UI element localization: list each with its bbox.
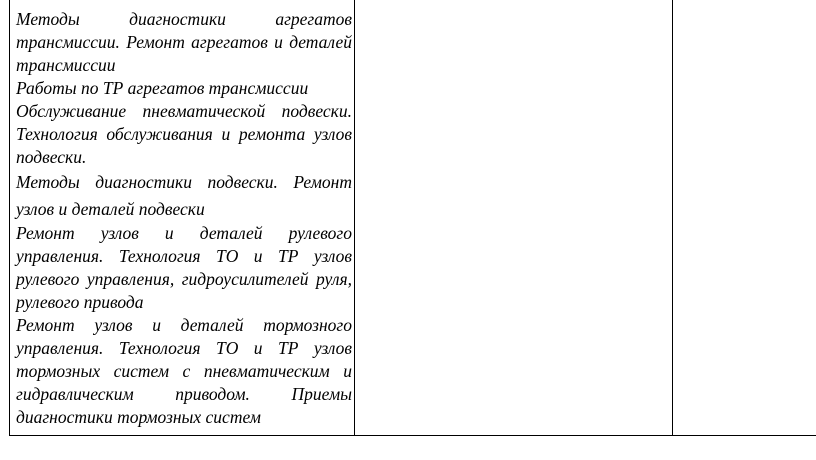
topic-steering-repair: Ремонт узлов и деталей рулевого управления. Технология ТО и ТР узлов рулевого управления, гидроусилителей руля, рулевого привода (16, 223, 352, 312)
topic-brake-repair: Ремонт узлов и деталей тормозного управления. Технология ТО и ТР узлов тормозных систем с пневматическим и гидравлическим приводом. Приемы диагностики тормозных систем (16, 315, 352, 427)
lesson-plan-table (9, 0, 816, 436)
topic-transmission-diagnostics: Методы диагностики агрегатов трансмиссии. Ремонт агрегатов и деталей трансмиссии (16, 9, 352, 75)
topics-list (10, 0, 354, 429)
empty-cell-column-2 (355, 0, 673, 436)
topic-suspension-diagnostics: Методы диагностики подвески. Ремонт узлов и деталей подвески (16, 172, 352, 219)
topic-transmission-repair: Работы по ТР агрегатов трансмиссии (16, 78, 309, 98)
empty-cell-column-3 (673, 0, 816, 436)
table-row (10, 0, 816, 436)
topic-pneumatic-suspension: Обслуживание пневматической подвески. Технология обслуживания и ремонта узлов подвески. (16, 101, 352, 167)
topics-cell (10, 0, 355, 436)
